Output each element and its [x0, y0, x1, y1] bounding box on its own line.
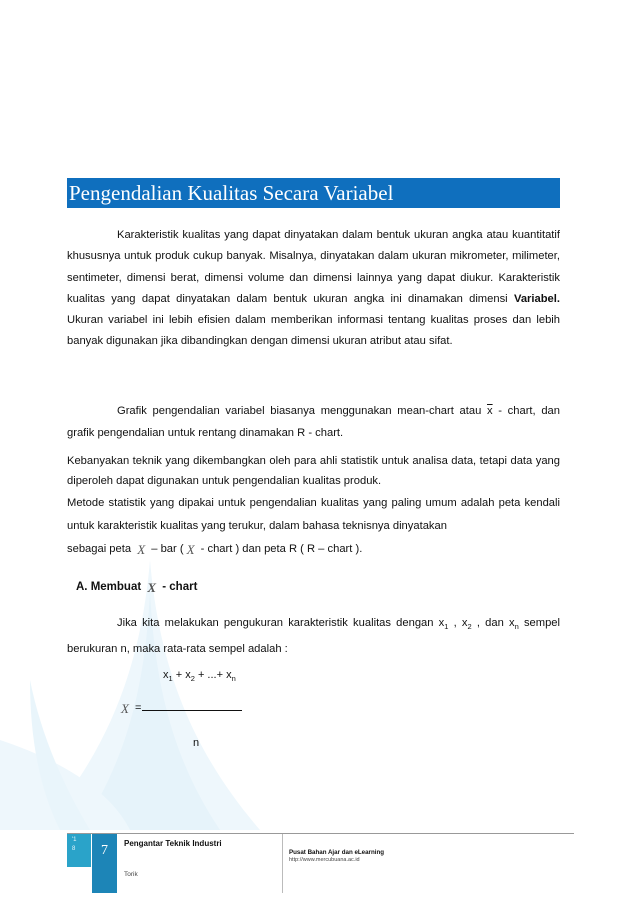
xbar-symbol: X: [137, 542, 146, 557]
paragraph-peta: [67, 538, 560, 559]
formula-denominator: n: [193, 737, 200, 749]
paragraph-variabel: [67, 225, 560, 353]
fraction-line: [142, 710, 242, 711]
footer-author: Torik: [124, 871, 138, 878]
paragraph-text: - chart ) dan peta R ( R – chart ).: [200, 543, 363, 555]
footer-tab-mark: '1 8: [72, 837, 77, 852]
paragraph-text: - chart, dan grafik pengendalian untuk rentang dinamakan R - chart.: [67, 405, 560, 439]
page-number: 7: [101, 843, 108, 858]
footer-course-title: Pengantar Teknik Industri: [124, 839, 222, 848]
paragraph-metode: Metode statistik yang dipakai untuk pengendalian kualitas yang paling umum adalah peta kendali untuk karakteristik kualitas yang terukur, dalam bahasa teknisnya dinyatakan: [67, 497, 560, 532]
footer-url: http://www.mercubuana.ac.id: [289, 857, 360, 863]
xbar-symbol: X: [186, 542, 195, 557]
footer-tab: [67, 834, 91, 867]
formula-numerator: $x_1 + x_2$ + ...+ $x_n$: [163, 669, 236, 684]
xbar-symbol: X: [147, 580, 157, 595]
paragraph-text: Ukuran variabel ini lebih efisien dalam memberikan informasi tentang kualitas proses dan lebih banyak digunakan jika dibandingkan dengan dimensi ukuran atribut atau sifat.: [67, 314, 560, 348]
watermark-logo: [0, 560, 340, 830]
paragraph-teknik: Kebanyakan teknik yang dikembangkan oleh para ahli statistik untuk analisa data, tetapi data yang diperoleh dapat digunakan untuk pengendalian kualitas produk.: [67, 455, 560, 487]
heading-text: A. Membuat: [76, 581, 142, 593]
heading-text: - chart: [162, 581, 198, 593]
xbar-symbol: X: [121, 701, 129, 716]
paragraph-text: sebagai peta: [67, 543, 132, 555]
formula-lhs: [118, 699, 141, 715]
equals-sign: =: [135, 702, 142, 714]
paragraph-text: – bar (: [151, 543, 184, 555]
section-title: Pengendalian Kualitas Secara Variabel: [67, 178, 560, 208]
xbar-symbol: $\overline{x}$: [487, 405, 493, 417]
footer-divider: [282, 834, 283, 893]
paragraph-pengukuran: Jika kita melakukan pengukuran karakteristik kualitas dengan $x_1$ , $x_2$ , dan $x_n$ sempel berukuran n, maka rata-rata sempel adalah :: [67, 617, 561, 656]
footer-center-title: Pusat Bahan Ajar dan eLearning: [289, 849, 385, 856]
paragraph-text: Karakteristik kualitas yang dapat dinyatakan dalam bentuk ukuran angka atau kuantitatif khususnya untuk produk cukup banyak. Misalnya, dinyatakan dalam ukuran mikrometer, milimeter, sentimeter, dimensi berat, dimensi volume dan dimensi lainnya yang dapat diukur. Karakteristik kualitas yang dapat dinyatakan dalam bentuk ukuran angka ini dinamakan dimensi: [67, 229, 560, 305]
footer-rule: [67, 833, 574, 834]
paragraph-grafik: [67, 400, 560, 444]
paragraph-text: Grafik pengendalian variabel biasanya menggunakan mean-chart atau: [117, 405, 487, 417]
subsection-heading: [76, 578, 197, 594]
bold-term: Variabel.: [513, 292, 560, 305]
paragraph-text: Jika kita melakukan pengukuran karakteristik kualitas dengan x: [117, 617, 445, 629]
